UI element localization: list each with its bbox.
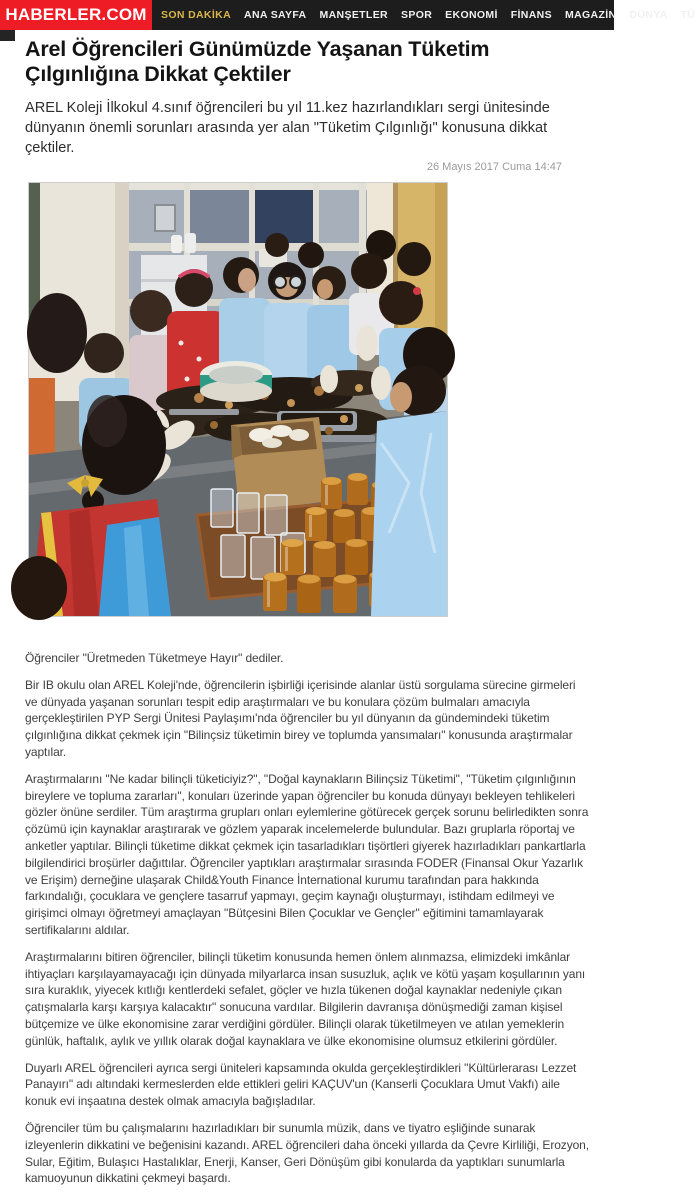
site-logo[interactable]	[0, 0, 152, 30]
article-paragraph: Araştırmalarını bitiren öğrenciler, bilinçli tüketim konusunda hemen önlem alınmazsa, elimizdeki imkânlar ihtiyaçları karşılayamayacağı için dünyada milyarlarca insan susuzluk, açlık ve kötü yaşam koşullarının yanı sıra kuraklık, yiyecek kıtlığı kentlerdeki sefalet, göçler ve hızla tükenen doğal kaynaklar nedeniyle çıkan çatışmalarla karşı karşıya kalacaktır" sonucuna vardılar. Bilgilerin davranışa dönüşmediği zaman kişisel bütçemize ve ülke ekonomisine zarar verdiğini gördüler. Bilinçli olarak tüketilmeyen ve atılan yemeklerin günlük, haftalık, aylık ve yıllık olarak doğal kaynaklara ve ülke ekonomisine olumsuz etkilerini gördüler.	[25, 949, 586, 1048]
article-paragraph: Araştırmalarını "Ne kadar bilinçli tüketiciyiz?", "Doğal kaynakların Bilinçsiz Tüketimi", "Tüketim çılgınlığının bireylere ve topluma zararları", konuları üzerinde yapan öğrenciler bu konuda dünyayı bekleyen tehlikeleri gözler önüne serdiler. Tüm araştırma grupları onları eylemlerine götürecek gerçek sorunu belirledikten sonra çözümü için kaynaklar araştırarak ve gözlem yaparak incelemelerde bulundular. Bazı gruplarla röportaj ve anketler yaptılar. Bilinçli tüketime dikkat çekmek için tasarladıkları tişörtleri giyerek hazırladıkları pankartlarla bilgilendirici broşürler dağıttılar. Öğrenciler yaptıkları araştırmalar sırasında FODER (Finansal Okur Yazarlık ve Erişim) derneğine ulaşarak Child&Youth Finance İnternational kurumu tarafından para hakkında farkındalığı, çocuklara ve gençlere tasarruf yapmayı, geçim kaynağı oluşturmayı, istihdam edilmeyi ve girişimci olmayı öğretmeyi amaçlayan "Bütçesini Bilen Çocuklar ve Gençler" eğitimini tamamlayarak sertifikalarını aldılar.	[25, 771, 589, 937]
nav-overflow-stub	[0, 30, 15, 41]
nav-item-dunya[interactable]: DÜNYA	[629, 9, 668, 21]
article-photo-illustration	[29, 183, 447, 616]
nav-item-finans[interactable]: FİNANS	[510, 9, 552, 21]
nav-item-truncated[interactable]: TÜ	[680, 9, 696, 21]
nav-item-spor[interactable]: SPOR	[400, 9, 433, 21]
article-paragraph: Duyarlı AREL öğrencileri ayrıca sergi üniteleri kapsamında okulda gerçekleştirdikleri "Kültürlerarası Lezzet Panayırı" adı altındaki kermeslerden elde ettikleri geliri KAÇUV'un (Kanserli Çocuklara Umut Vakfı) aile konuk evi inşaatına destek olmak amacıyla bağışladılar.	[25, 1060, 577, 1109]
article-date: 26 Mayıs 2017 Cuma 14:47	[426, 161, 562, 173]
nav-item-ekonomi[interactable]: EKONOMİ	[445, 9, 498, 21]
article-paragraph: Bir IB okulu olan AREL Koleji'nde, öğrencilerin işbirliği içerisinde alanlar üstü sorgulama sürecine girmeleri ve dünyada yaşanan sorunları tespit edip araştırmaları ve bu konulara çözüm bulmaları amacıyla gerçekleştirilen PYP Sergi Ünitesi Paylaşımı'nda öğrenciler bu yıl dünyanın da gündemindeki tüketim çılgınlığına dikkat çekmek için "Bilinçsiz tüketimin birey ve toplumda yansımaları" konusunda araştırmalar yaptılar.	[25, 677, 576, 759]
nav-item-mansetler[interactable]: MANŞETLER	[319, 9, 388, 21]
article-content	[0, 37, 614, 1187]
article-paragraph: Öğrenciler tüm bu çalışmalarını hazırladıkları bir sunumla müzik, dans ve tiyatro eşliğinde sunarak izleyenlerin dikkatini ve beğenisini kazandı. AREL öğrencileri daha önceki yıllarda da Çevre Kirliliği, Erozyon, Sular, Eğitim, Bulaşıcı Hastalıklar, Enerji, Kanser, Geri Dönüşüm gibi konularda da yaptıkları sunumlarla kamuoyunun dikkatini çekmeyi başardı.	[25, 1120, 589, 1186]
article-photo	[28, 182, 448, 617]
site-logo-text: HABERLER.COM	[5, 5, 147, 24]
nav-item-son-dakika[interactable]: SON DAKİKA	[161, 9, 232, 21]
main-navigation	[152, 0, 696, 30]
article-lead: AREL Koleji İlkokul 4.sınıf öğrencileri bu yıl 11.kez hazırlandıkları sergi ünitesinde dünyanın önemli sorunları arasında yer alan "Tüketim Çılgınlığı" konusuna dikkat çektiler.	[25, 100, 550, 156]
article-title: Arel Öğrencileri Günümüzde Yaşanan Tüketim Çılgınlığına Dikkat Çektiler	[25, 37, 490, 86]
nav-item-magazin[interactable]: MAGAZİN	[564, 9, 617, 21]
nav-item-ana-sayfa[interactable]: ANA SAYFA	[244, 9, 307, 21]
top-nav-bar	[0, 0, 696, 30]
article-paragraph: Öğrenciler "Üretmeden Tüketmeye Hayır" dediler.	[25, 651, 284, 665]
